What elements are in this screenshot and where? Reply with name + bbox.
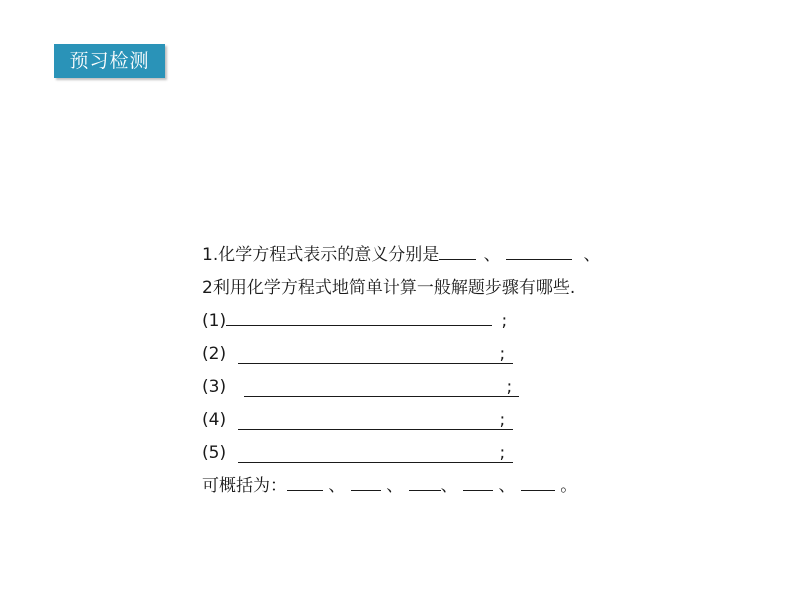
separator: 、: [440, 476, 458, 496]
separator: 、: [386, 476, 404, 496]
separator: 、: [328, 476, 346, 496]
summary-end: 。: [560, 476, 578, 496]
question-2: [202, 273, 782, 306]
question-1-text: 1.化学方程式表示的意义分别是: [202, 245, 440, 265]
summary-prefix: 可概括为：: [202, 476, 287, 496]
step-4: [202, 405, 782, 438]
question-1: [202, 240, 782, 273]
question-block: [202, 240, 782, 504]
answer-blank[interactable]: [226, 307, 492, 326]
section-tag: 预习检测: [54, 44, 165, 78]
answer-blank[interactable]: [238, 444, 513, 463]
answer-blank[interactable]: [463, 472, 493, 491]
step-label: (2): [202, 344, 227, 364]
step-5: [202, 438, 782, 471]
step-2: [202, 339, 782, 372]
step-end: ;: [501, 311, 508, 331]
answer-blank[interactable]: [244, 378, 519, 397]
answer-blank[interactable]: [439, 241, 476, 260]
step-label: (5): [202, 443, 227, 463]
step-label: (4): [202, 410, 227, 430]
answer-blank[interactable]: [521, 472, 555, 491]
step-end: ;: [499, 344, 506, 364]
step-end: ;: [499, 443, 506, 463]
step-label: (1): [202, 311, 227, 331]
step-3: [202, 372, 782, 405]
answer-blank[interactable]: [238, 411, 513, 430]
summary-line: [202, 471, 782, 504]
answer-blank[interactable]: [506, 241, 572, 260]
separator: 、: [483, 245, 501, 265]
step-end: ;: [499, 410, 506, 430]
answer-blank[interactable]: [287, 472, 323, 491]
separator: 、: [498, 476, 516, 496]
step-label: (3): [202, 377, 227, 397]
separator: 、: [583, 245, 601, 265]
answer-blank[interactable]: [409, 472, 441, 491]
answer-blank[interactable]: [238, 345, 513, 364]
question-2-text: 2利用化学方程式地简单计算一般解题步骤有哪些.: [202, 278, 576, 298]
step-end: ;: [506, 377, 513, 397]
step-1: [202, 306, 782, 339]
answer-blank[interactable]: [351, 472, 381, 491]
